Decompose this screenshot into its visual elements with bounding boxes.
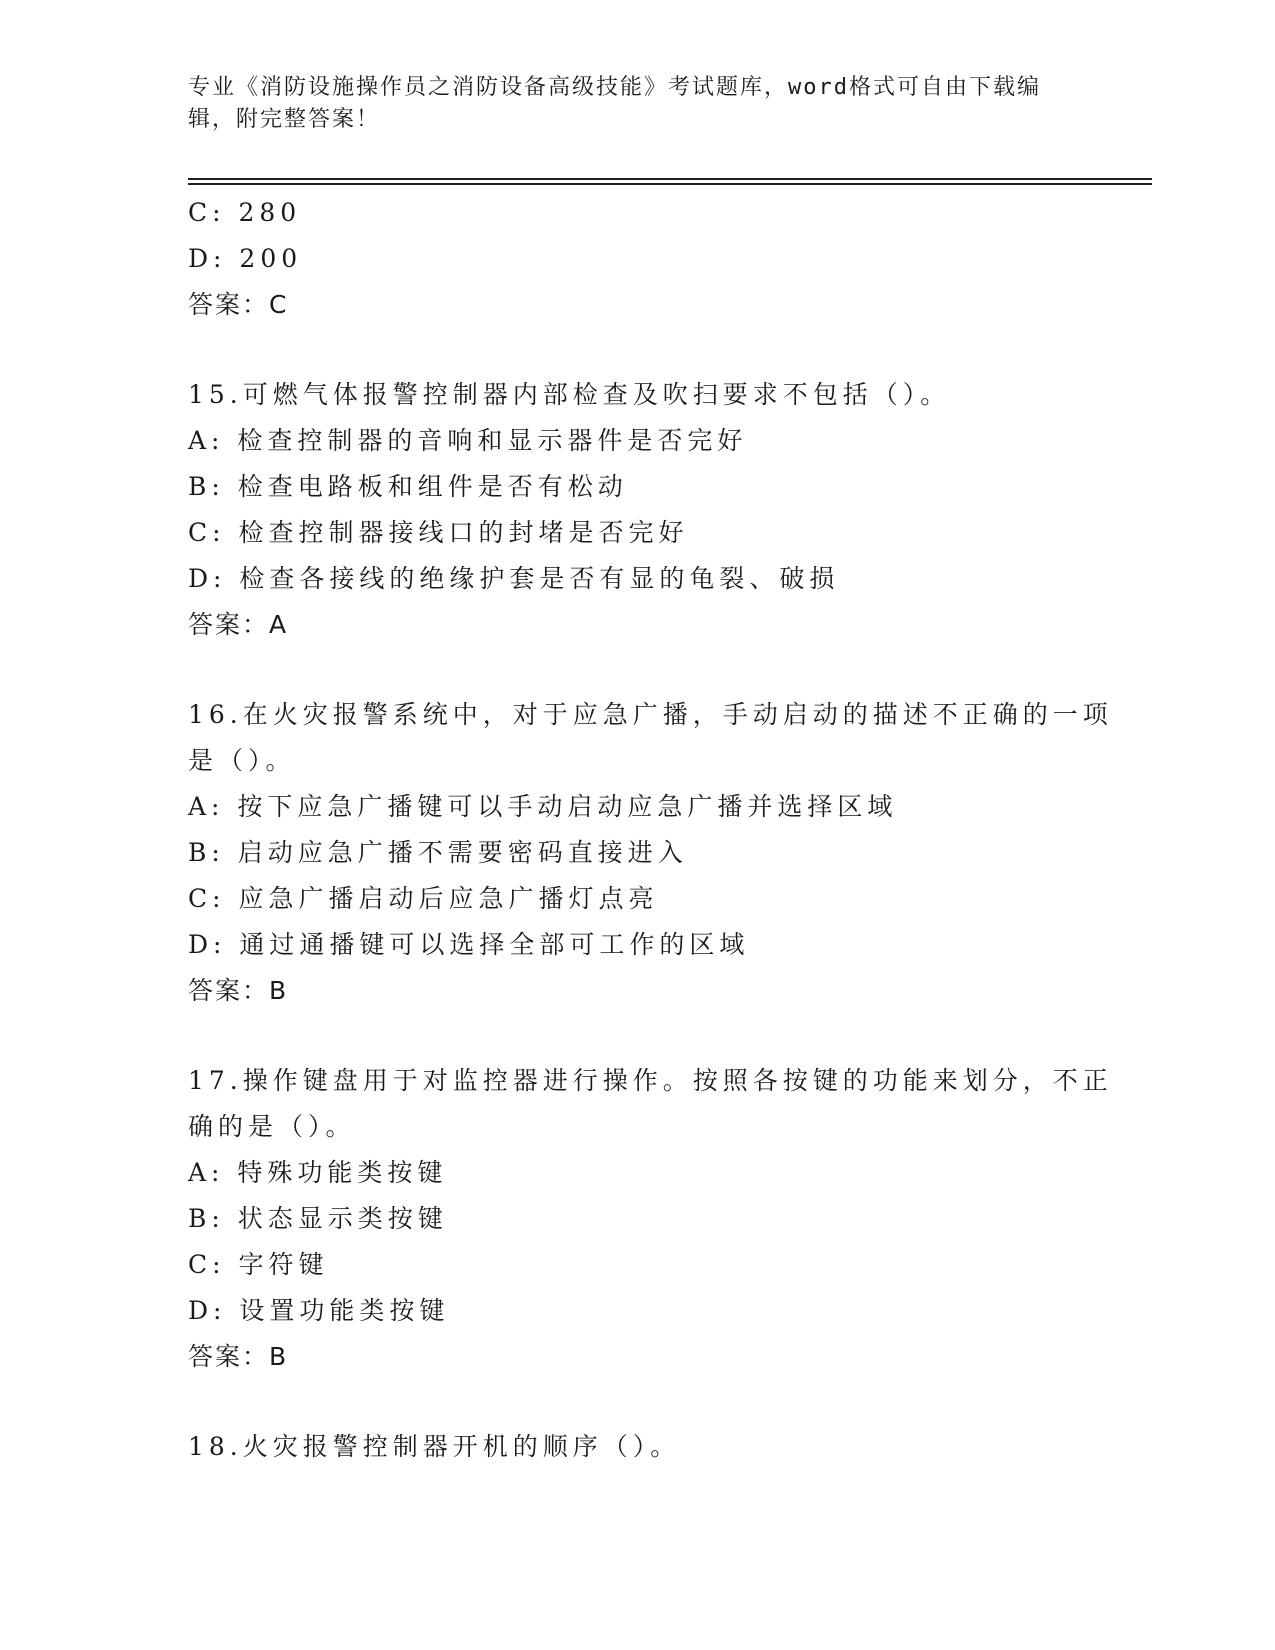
option-c: C: 280 — [188, 198, 302, 227]
header-divider-top — [188, 178, 1152, 180]
option-c: C: 字符键 — [188, 1250, 329, 1279]
answer-line: 答案：B — [188, 976, 289, 1005]
option-a: A: 特殊功能类按键 — [188, 1158, 448, 1187]
option-b: B: 状态显示类按键 — [188, 1204, 448, 1233]
question-text: 16.在火灾报警系统中，对于应急广播，手动启动的描述不正确的一项 — [188, 700, 1113, 729]
option-b: B: 启动应急广播不需要密码直接进入 — [188, 838, 688, 867]
option-d: D: 设置功能类按键 — [188, 1296, 450, 1325]
carryover-block — [188, 190, 1148, 328]
option-c: C: 应急广播启动后应急广播灯点亮 — [188, 884, 659, 913]
document-header — [188, 72, 1068, 136]
question-16 — [188, 692, 1148, 1014]
option-d: D: 200 — [188, 244, 303, 273]
question-text-continued: 确的是（）。 — [188, 1112, 356, 1141]
question-text-continued: 是（）。 — [188, 746, 296, 775]
answer-line: 答案：A — [188, 610, 289, 639]
question-text: 15.可燃气体报警控制器内部检查及吹扫要求不包括（）。 — [188, 380, 951, 409]
option-d: D: 通过通播键可以选择全部可工作的区域 — [188, 930, 750, 959]
question-18 — [188, 1424, 1148, 1470]
option-d: D: 检查各接线的绝缘护套是否有显的龟裂、破损 — [188, 564, 840, 593]
header-line-1: 专业《消防设施操作员之消防设备高级技能》考试题库，word格式可自由下载编 — [188, 75, 1041, 100]
question-text: 18.火灾报警控制器开机的顺序（）。 — [188, 1432, 681, 1461]
header-divider-bottom — [188, 183, 1152, 185]
option-a: A: 检查控制器的音响和显示器件是否完好 — [188, 426, 748, 455]
answer-line: 答案：C — [188, 290, 289, 319]
header-line-2: 辑，附完整答案！ — [188, 107, 381, 132]
answer-line: 答案：B — [188, 1342, 289, 1371]
question-text: 17.操作键盘用于对监控器进行操作。按照各按键的功能来划分，不正 — [188, 1066, 1113, 1095]
option-b: B: 检查电路板和组件是否有松动 — [188, 472, 628, 501]
question-list — [188, 190, 1148, 1470]
option-a: A: 按下应急广播键可以手动启动应急广播并选择区域 — [188, 792, 898, 821]
question-15 — [188, 372, 1148, 648]
question-17 — [188, 1058, 1148, 1380]
option-c: C: 检查控制器接线口的封堵是否完好 — [188, 518, 689, 547]
